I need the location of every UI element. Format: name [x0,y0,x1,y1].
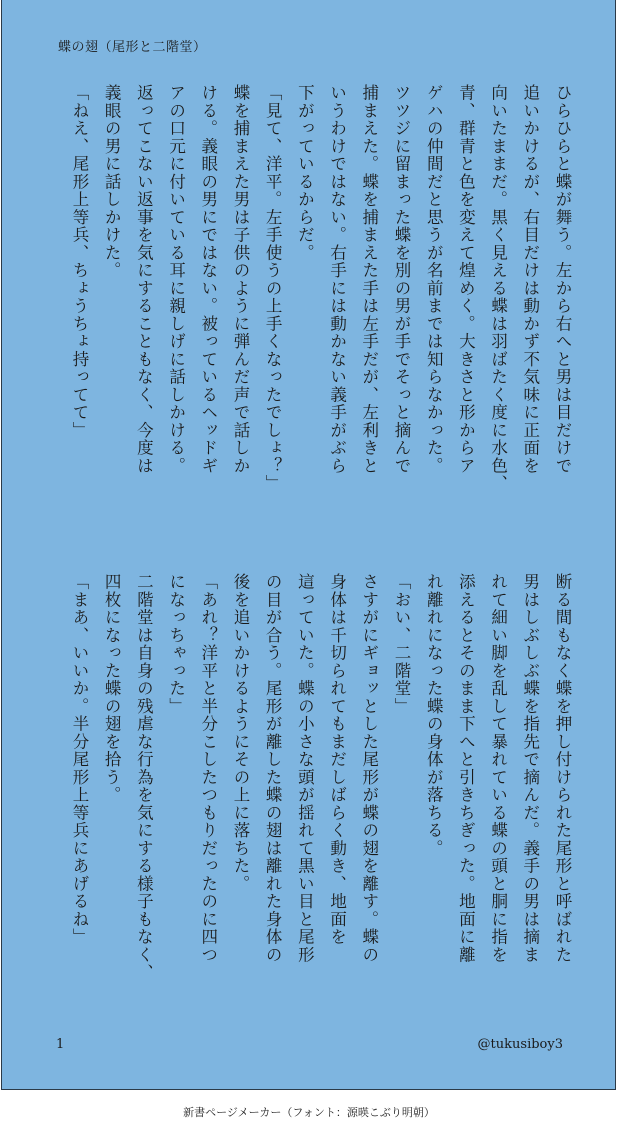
page-number: 1 [56,1037,65,1052]
text-line: 添えるとそのまま下へと引きちぎった。地面に離 [456,573,476,964]
text-line: の目が合う。尾形が離した蝶の翅は離れた身体の [263,573,283,964]
text-line: ける。義眼の男にではない。被っているヘッドギ [198,84,218,475]
author-handle: @tukusiboy3 [477,1037,563,1052]
text-line: 四枚になった蝶の翅を拾う。 [102,573,122,804]
text-line: 断る間もなく蝶を押し付けられた尾形と呼ばれた [553,573,572,964]
text-line: 捕まえた。蝶を捕まえた手は左手だが、左利きと [359,84,379,475]
text-block-top [63,84,578,492]
text-line: 青、群青と色を変えて煌めく。大きさと形からア [456,84,476,475]
text-line: ツツジに留まった蝶を別の男が手でそっと摘んで [391,84,411,475]
text-line: さすがにギョッとした尾形が蝶の翅を離す。蝶の [359,573,379,964]
text-line: ひらひらと蝶が舞う。左から右へと男は目だけで [553,84,572,475]
generator-credit: 新書ページメーカー（フォント：源暎こぶり明朝） [183,1106,435,1119]
text-line: になっちゃった」 [166,573,186,715]
text-line: 追いかけるが、右目だけは動かず不気味に正面を [520,84,540,475]
text-line: 下がっているからだ。 [295,84,315,262]
book-page [1,0,616,1090]
text-line: アの口元に付いている耳に親しげに話しかける。 [166,84,186,475]
text-line: れ離れになった蝶の身体が落ちる。 [424,573,444,857]
chapter-title: 蝶の翅（尾形と二階堂） [58,40,207,55]
text-line: 義眼の男に話しかけた。 [102,84,122,280]
text-line: 這っていた。蝶の小さな頭が揺れて黒い目と尾形 [295,573,315,964]
text-block-bottom [63,573,578,981]
text-line: 身体は千切られてもまだしばらく動き、地面を [327,573,347,946]
text-line: 「おい、二階堂」 [391,573,411,715]
text-line: 「ねえ、尾形上等兵、ちょうちょ持ってて」 [69,84,89,439]
text-line: 向いたままだ。黒く見える蝶は羽ばたく度に水色、 [488,84,508,493]
text-line: 「あれ？洋平と半分こしたつもりだったのに四つ [198,573,218,964]
text-line: いうわけではない。右手には動かない義手がぶら [327,84,347,475]
text-line: れて細い脚を乱して暴れている蝶の頭と胴に指を [488,573,508,964]
text-line: 「まあ、いいか。半分尾形上等兵にあげるね」 [69,573,89,946]
text-line: 蝶を捕まえた男は子供のように弾んだ声で話しか [230,84,250,475]
text-line: 返ってこない返事を気にすることもなく、今度は [134,84,154,475]
text-line: 男はしぶしぶ蝶を指先で摘んだ。義手の男は摘ま [520,573,540,964]
text-line: ゲハの仲間だと思うが名前までは知らなかった。 [424,84,444,475]
text-line: 二階堂は自身の残虐な行為を気にする様子もなく、 [134,573,154,982]
text-line: 「見て、洋平。左手使うの上手くなったでしょ？」 [263,84,283,493]
text-line: 後を追いかけるようにその上に落ちた。 [230,573,250,893]
